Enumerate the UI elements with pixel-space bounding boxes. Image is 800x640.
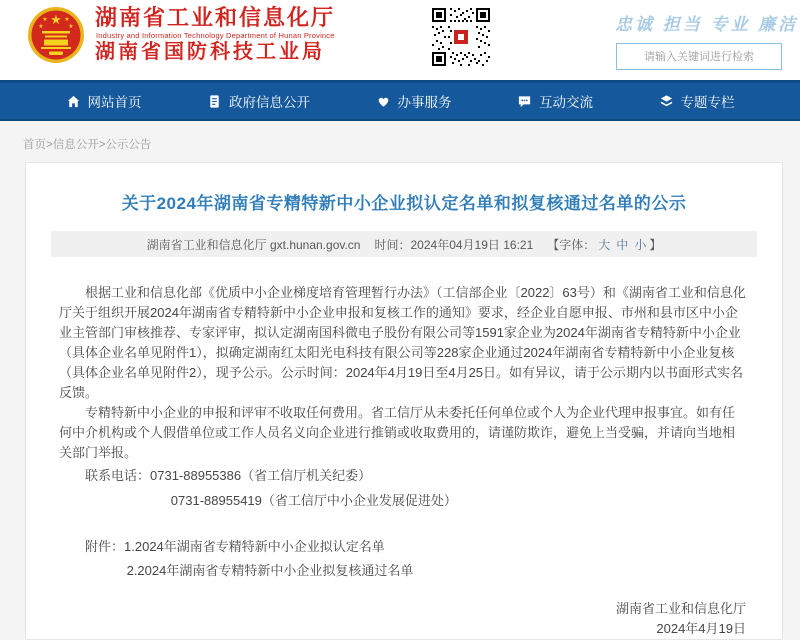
heart-service-icon [376,94,391,109]
search-input[interactable] [616,43,782,70]
layers-icon [659,94,674,109]
qr-code [432,8,490,66]
nav-label: 政府信息公开 [229,95,310,110]
contact-phone-1: 联系电话：0731-88955386（省工信厅机关纪委） [85,468,372,483]
article-time: 时间：2024年04月19日 16:21 [374,237,534,252]
site-header [0,0,800,80]
font-size-small-button[interactable]: 小 [634,237,647,252]
paragraph-1: 根据工业和信息化部《优质中小企业梯度培育管理暂行办法》（工信部企业〔2022〕63号）和《湖南省工业和信息化厅关于组织开展2024年湖南省专精特新中小企业申报和复核工作的通知》要求，经企业自愿申报、市州和县市区中小企业主管部门审核推荐、专家评审，拟认定湖南国科微电子股份有限公司等1591家企业为2024年湖南省专精特新中小企业（具体企业名单见附件1），拟确定湖南红太阳光电科技有限公司等228家企业通过2024年湖南省专精特新中小企业复核（具体企业名单见附件2），现予公示。公示时间：2024年4月19日至4月25日。如有异议，请于公示期内以书面形式实名反馈。 [59,285,746,400]
org-title-block [95,6,335,64]
nav-item-gov-info[interactable] [207,91,310,111]
attachment-link-2[interactable]: 2.2024年湖南省专精特新中小企业拟复核通过名单 [126,563,414,578]
article-source: 湖南省工业和信息化厅 gxt.hunan.gov.cn [146,237,361,252]
org-name-primary: 湖南省工业和信息化厅 [95,5,336,30]
contact-phone-2: 0731-88955419（省工信厅中小企业发展促进处） [170,493,457,508]
font-size-large-button[interactable]: 大 [598,237,611,252]
nav-item-interaction[interactable] [517,91,593,111]
font-size-label-close: 】 [649,237,662,252]
signature-org: 湖南省工业和信息化厅 [615,601,746,616]
slogan-banner: 忠诚 担当 专业 廉洁 [615,15,799,34]
nav-item-services[interactable] [376,91,452,111]
document-icon [207,94,222,109]
nav-item-special-topics[interactable] [659,91,735,111]
contact-block [59,463,746,513]
svg-text:★: ★ [68,24,74,30]
font-size-label: 【字体： [547,237,596,252]
article-card [25,162,783,640]
svg-text:★: ★ [42,17,48,23]
breadcrumb[interactable]: 首页>信息公开>公示公告 [23,139,152,151]
nav-label: 专题专栏 [680,95,735,110]
main-nav [0,80,800,121]
signature-date: 2024年4月19日 [656,621,746,636]
attachment-link-1[interactable]: 1.2024年湖南省专精特新中小企业拟认定名单 [124,539,385,554]
article-body [26,257,782,639]
home-icon [66,94,81,109]
attachments-label: 附件： [85,539,125,554]
national-emblem-icon [27,6,85,64]
org-name-english: Industry and Information Technology Department of Hunan Province [96,31,335,40]
article-title: 关于2024年湖南省专精特新中小企业拟认定名单和拟复核通过名单的公示 [121,194,687,213]
paragraph-2: 专精特新中小企业的申报和评审不收取任何费用。省工信厅从未委托任何单位或个人为企业代理申报事宜。如有任何中介机构或个人假借单位或工作人员名义向企业进行推销或收取费用的，请谨防欺诈，避免上当受骗，并请向当地相关部门举报。 [59,405,736,460]
signature-block [59,599,746,639]
chat-icon [517,94,532,109]
org-name-secondary: 湖南省国防科技工业局 [95,41,325,63]
site-logo[interactable] [27,6,335,64]
article-meta-bar [51,231,757,257]
svg-text:★: ★ [64,17,70,23]
font-size-medium-button[interactable]: 中 [616,237,629,252]
attachments-block [59,535,746,583]
nav-label: 网站首页 [87,95,142,110]
nav-item-home[interactable] [66,91,142,111]
svg-text:★: ★ [38,24,44,30]
nav-label: 办事服务 [397,95,452,110]
nav-label: 互动交流 [539,95,593,110]
svg-text:★: ★ [50,12,62,27]
